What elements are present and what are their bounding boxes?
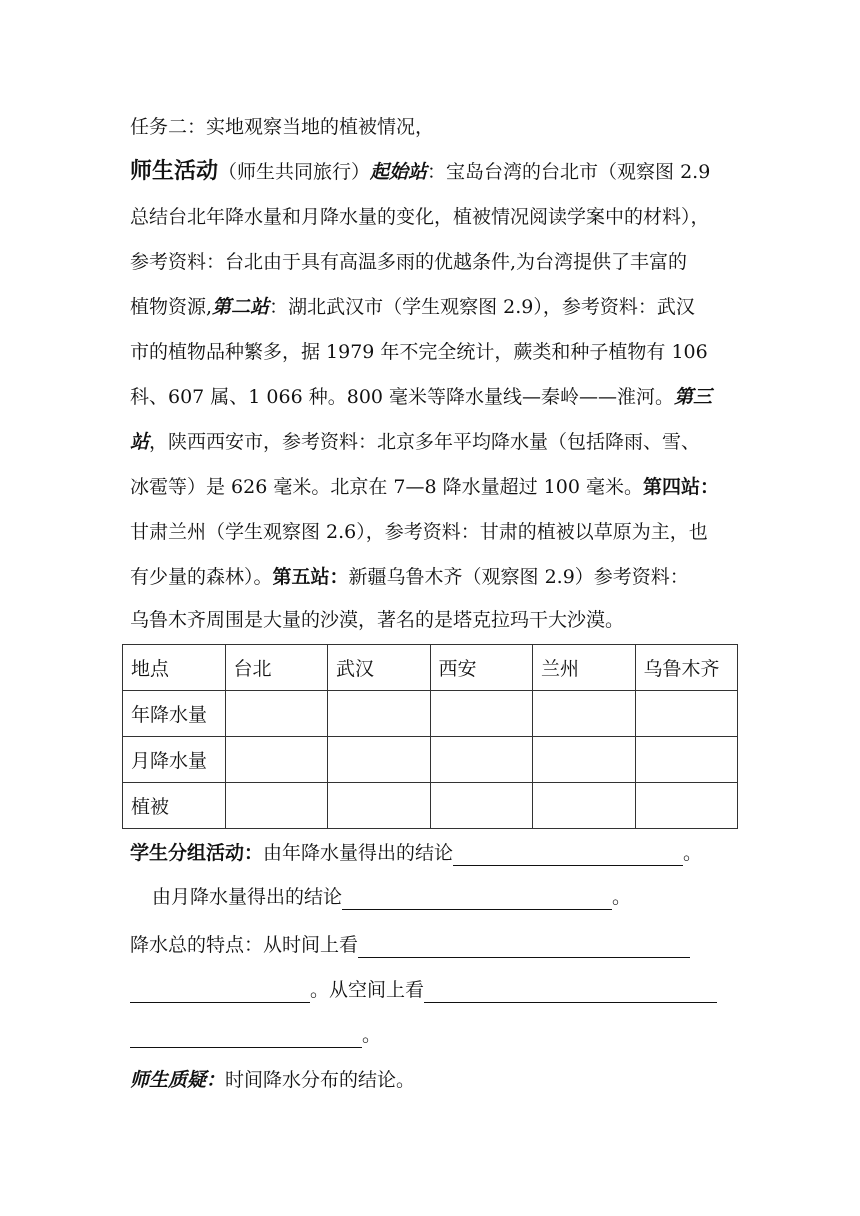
- monthly-end-mark: 。: [612, 886, 632, 908]
- monthly-prompt: 由月降水量得出的结论: [152, 886, 343, 908]
- activity-line-8-a: 冰雹等）是 626 毫米。北京在 7—8 降水量超过 100 毫米。: [130, 476, 643, 498]
- stop-3-label-a: 第三: [674, 386, 713, 408]
- monthly-answer-blank[interactable]: [342, 889, 612, 910]
- activity-line-4: [130, 294, 695, 320]
- annual-prompt: 由年降水量得出的结论: [263, 842, 454, 864]
- table-row: [123, 737, 738, 783]
- empty-cell: [430, 691, 533, 737]
- empty-cell: [225, 783, 328, 829]
- empty-cell: [328, 737, 431, 783]
- empty-cell: [533, 737, 636, 783]
- table-row: [123, 691, 738, 737]
- table-row: [123, 783, 738, 829]
- row-label: 植被: [123, 783, 226, 829]
- features-line: [130, 932, 690, 958]
- table-header-cell: 武汉: [328, 645, 431, 691]
- time-feature-blank-2[interactable]: [130, 982, 310, 1003]
- activity-line-3: 参考资料：台北由于具有高温多雨的优越条件,为台湾提供了丰富的: [130, 251, 688, 273]
- empty-cell: [225, 691, 328, 737]
- table-header-cell: 台北: [225, 645, 328, 691]
- precipitation-table: [122, 644, 738, 829]
- activity-line-4-a: 植物资源,: [130, 296, 213, 318]
- empty-cell: [328, 691, 431, 737]
- space-feature-blank-2[interactable]: [130, 1027, 362, 1048]
- table-header-cell: 兰州: [533, 645, 636, 691]
- stop-1-label: 起始站: [370, 161, 428, 183]
- stop-5-label: 第五站：: [272, 566, 349, 588]
- table-header-row: [123, 645, 738, 691]
- time-feature-blank-1[interactable]: [358, 937, 690, 958]
- activity-line-4-b: ：湖北武汉市（学生观察图 2.9），参考资料：武汉: [269, 296, 695, 318]
- table-header-cell: 地点: [123, 645, 226, 691]
- activity-line-6-a: 科、607 属、1 066 种。800 毫米等降水量线—秦岭——淮河。: [130, 386, 675, 408]
- annual-answer-blank[interactable]: [453, 845, 683, 866]
- question-text: 时间降水分布的结论。: [225, 1069, 416, 1091]
- empty-cell: [328, 783, 431, 829]
- empty-cell: [635, 783, 738, 829]
- question-label: 师生质疑：: [130, 1069, 226, 1091]
- activity-line-10-a: 有少量的森林）。: [130, 566, 273, 588]
- activity-line-8: [130, 474, 719, 500]
- activity-line-1-b: ：宝岛台湾的台北市（观察图 2.9: [427, 161, 711, 183]
- activity-line-7-b: ，陕西西安市，参考资料：北京多年平均降水量（包括降雨、雪、: [149, 431, 701, 453]
- features-end-mark: 。: [362, 1024, 382, 1046]
- activity-line-6: [130, 384, 712, 410]
- stop-2-label: 第二站: [212, 296, 270, 318]
- row-label: 月降水量: [123, 737, 226, 783]
- features-line-2: [130, 977, 717, 1003]
- empty-cell: [533, 783, 636, 829]
- space-feature-blank-1[interactable]: [424, 982, 717, 1003]
- group-activity-line: [130, 840, 702, 866]
- features-label: 降水总的特点：从时间上看: [130, 934, 359, 956]
- row-label: 年降水量: [123, 691, 226, 737]
- activity-line-1-a: （师生共同旅行）: [218, 161, 371, 183]
- task-heading: 任务二：实地观察当地的植被情况，: [130, 116, 435, 138]
- annual-end-mark: 。: [683, 842, 703, 864]
- group-activity-label: 学生分组活动：: [130, 842, 264, 864]
- empty-cell: [430, 737, 533, 783]
- empty-cell: [225, 737, 328, 783]
- activity-line-1: [130, 159, 710, 185]
- space-prompt: 。从空间上看: [310, 979, 425, 1001]
- question-line: [130, 1067, 415, 1093]
- table-header-cell: 西安: [430, 645, 533, 691]
- activity-line-2: 总结台北年降水量和月降水量的变化，植被情况阅读学案中的材料），: [130, 206, 710, 228]
- activity-line-11: 乌鲁木齐周围是大量的沙漠，著名的是塔克拉玛干大沙漠。: [130, 609, 625, 631]
- empty-cell: [533, 691, 636, 737]
- activity-label: 师生活动: [130, 159, 219, 184]
- activity-line-10-b: 新疆乌鲁木齐（观察图 2.9）参考资料：: [348, 566, 689, 588]
- activity-line-5: 市的植物品种繁多，据 1979 年不完全统计，蕨类和种子植物有 106: [130, 341, 708, 363]
- stop-4-label: 第四站：: [642, 476, 719, 498]
- activity-line-10: [130, 564, 689, 590]
- table-header-cell: 乌鲁木齐: [635, 645, 738, 691]
- features-line-3: [130, 1022, 381, 1048]
- activity-line-9: 甘肃兰州（学生观察图 2.6），参考资料：甘肃的植被以草原为主，也: [130, 521, 708, 543]
- stop-3-label-b: 站: [130, 431, 150, 453]
- empty-cell: [635, 691, 738, 737]
- empty-cell: [635, 737, 738, 783]
- activity-line-7: [130, 429, 700, 455]
- monthly-conclusion-line: [152, 884, 631, 910]
- empty-cell: [430, 783, 533, 829]
